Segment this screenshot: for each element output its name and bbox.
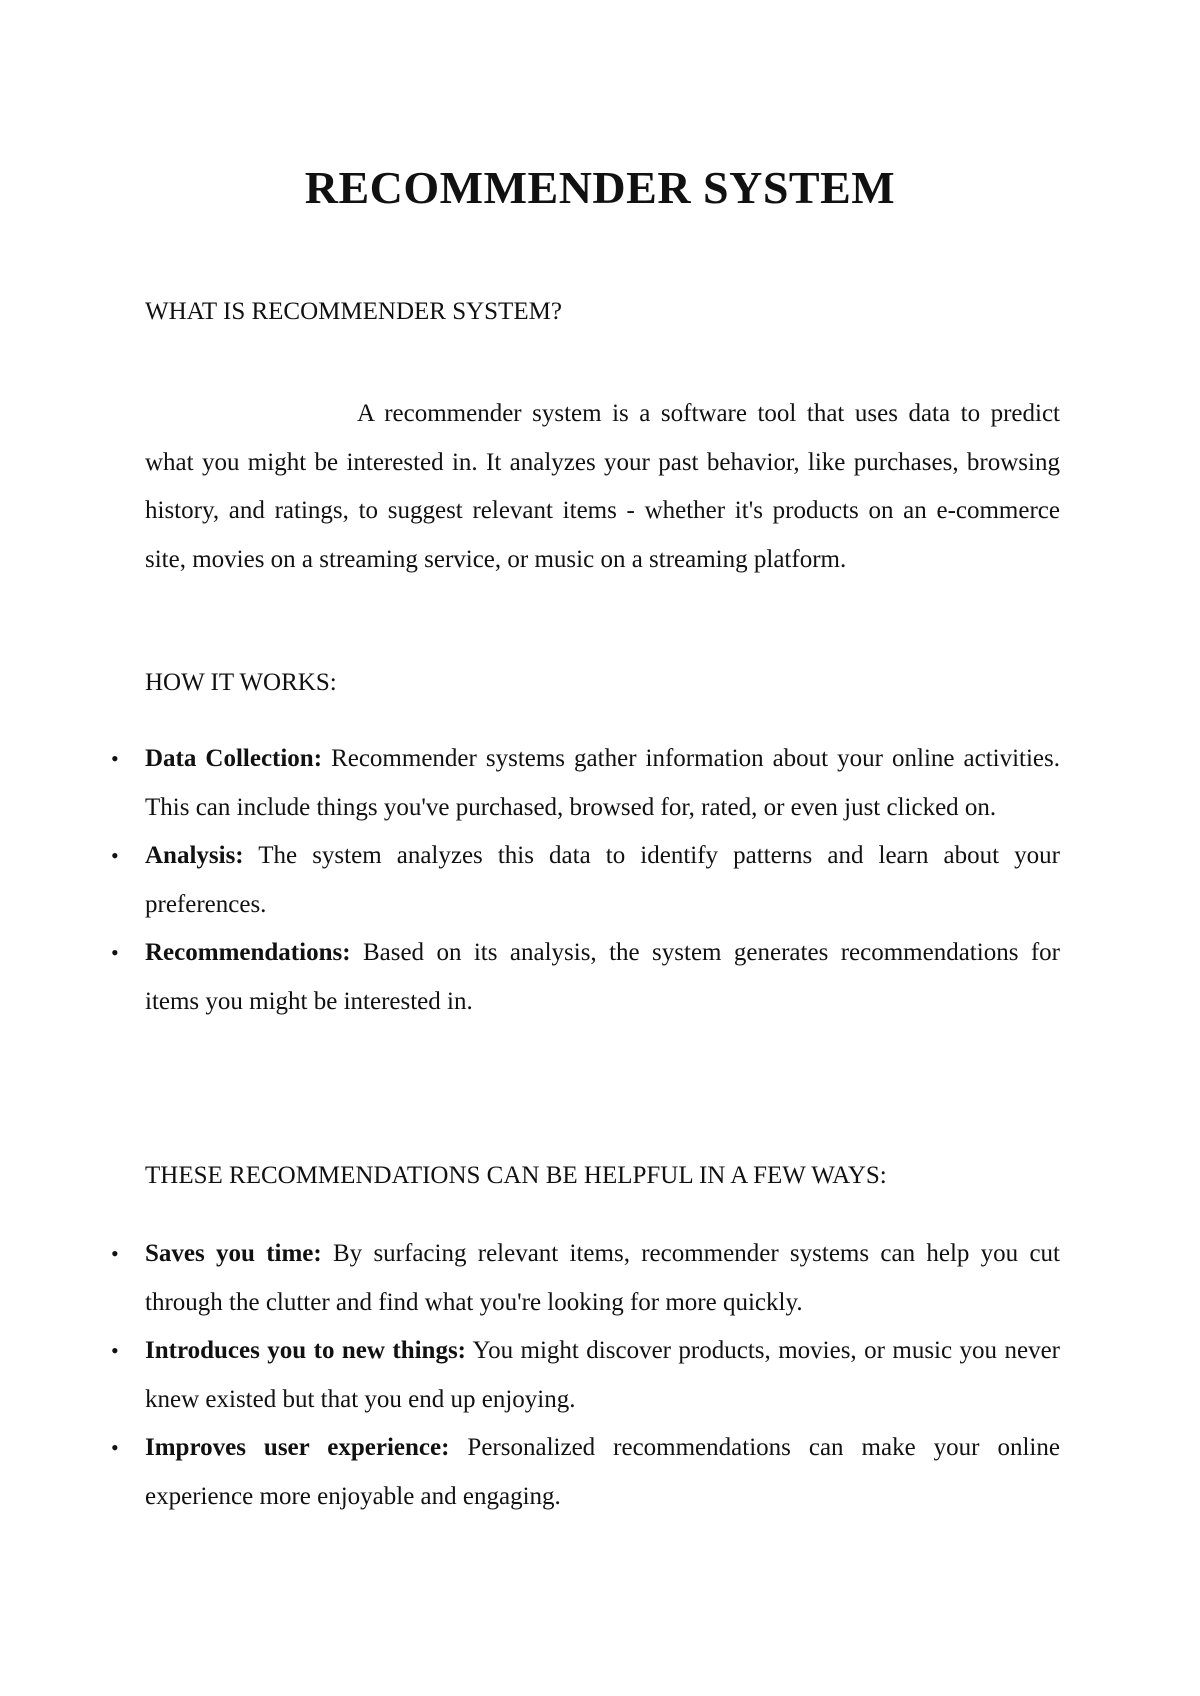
- bullet-icon: •: [111, 1241, 119, 1266]
- how-it-works-list: [111, 735, 1060, 1026]
- item-text: Based on its analysis, the system generates recommendations for items you might be interested in.: [145, 939, 1060, 1015]
- item-text: By surfacing relevant items, recommender systems can help you cut through the clutter and find what you're looking for more quickly.: [145, 1240, 1060, 1316]
- list-item: [111, 1424, 1060, 1521]
- item-label: Improves user experience:: [145, 1434, 450, 1461]
- item-label: Recommendations:: [145, 939, 351, 966]
- item-text: You might discover products, movies, or music you never knew existed but that you end up enjoying.: [145, 1337, 1061, 1413]
- item-label: Analysis:: [145, 842, 244, 869]
- bullet-icon: •: [111, 746, 119, 771]
- list-item: [111, 1230, 1060, 1327]
- item-label: Introduces you to new things:: [145, 1337, 467, 1364]
- section-heading-helpful-ways: THESE RECOMMENDATIONS CAN BE HELPFUL IN A FEW WAYS:: [145, 1162, 887, 1189]
- list-item: [111, 735, 1060, 832]
- list-item: [111, 832, 1060, 929]
- item-text: The system analyzes this data to identify patterns and learn about your preferences.: [145, 842, 1060, 918]
- bullet-icon: •: [111, 940, 119, 965]
- item-label: Data Collection:: [145, 745, 323, 772]
- item-text: Recommender systems gather information about your online activities. This can include things you've purchased, browsed for, rated, or even just clicked on.: [145, 745, 1060, 821]
- bullet-icon: •: [111, 1435, 119, 1460]
- benefits-list: [111, 1230, 1061, 1521]
- section-heading-how-it-works: HOW IT WORKS:: [145, 669, 337, 696]
- list-item: [111, 1327, 1061, 1424]
- item-text: Personalized recommendations can make your online experience more enjoyable and engaging.: [145, 1434, 1060, 1510]
- list-item: [111, 929, 1060, 1026]
- section-heading-what-is: WHAT IS RECOMMENDER SYSTEM?: [145, 298, 562, 325]
- document-title: RECOMMENDER SYSTEM: [304, 162, 896, 213]
- definition-text: A recommender system is a software tool that uses data to predict what you might be interested in. It analyzes your past behavior, like purchases, browsing history, and ratings, to suggest relevant items - whether it's products on an e-commerce site, movies on a streaming service, or music on a streaming platform.: [145, 400, 1060, 573]
- bullet-icon: •: [111, 1338, 119, 1363]
- definition-paragraph: [145, 390, 1060, 584]
- bullet-icon: •: [111, 843, 119, 868]
- item-label: Saves you time:: [145, 1240, 322, 1267]
